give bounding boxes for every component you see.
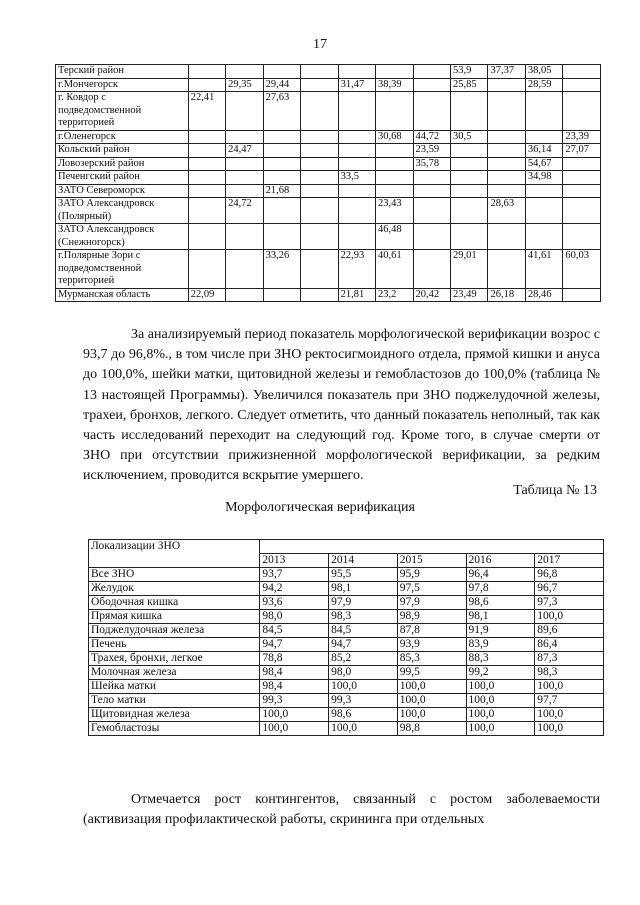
- table-row: [89, 638, 604, 652]
- localization-name: Прямая кишка: [89, 610, 260, 624]
- table-cell: [226, 184, 263, 198]
- table-cell: [338, 184, 375, 198]
- table-cell: 34,98: [525, 171, 562, 185]
- table-cell: 21,81: [338, 288, 375, 302]
- table-cell: 37,37: [488, 65, 525, 79]
- table-cell: [226, 288, 263, 302]
- table-cell: 98,6: [329, 708, 398, 722]
- table-cell: 25,85: [450, 78, 487, 92]
- table-cell: [563, 224, 601, 250]
- table-cell: 23,39: [563, 130, 601, 144]
- table-cell: 21,68: [263, 184, 300, 198]
- table-cell: 27,07: [563, 144, 601, 158]
- localization-name: Молочная железа: [89, 666, 260, 680]
- table-cell: 22,93: [338, 250, 375, 289]
- table-cell: 97,9: [397, 596, 466, 610]
- table-cell: 38,39: [376, 78, 413, 92]
- table-cell: [263, 157, 300, 171]
- table-cell: 97,8: [466, 582, 535, 596]
- header-blank: [260, 540, 604, 554]
- table-cell: 100,0: [466, 694, 535, 708]
- table-cell: 87,8: [397, 624, 466, 638]
- table-cell: 96,4: [466, 568, 535, 582]
- table-cell: [188, 224, 225, 250]
- table-cell: 23,43: [376, 198, 413, 224]
- table-cell: 99,2: [466, 666, 535, 680]
- table-cell: 98,1: [466, 610, 535, 624]
- table-cell: [188, 157, 225, 171]
- table-cell: 53,9: [450, 65, 487, 79]
- table-cell: [413, 184, 450, 198]
- table-cell: 100,0: [397, 694, 466, 708]
- table-cell: 93,9: [397, 638, 466, 652]
- localization-header: Локализации ЗНО: [89, 540, 260, 568]
- table-cell: [263, 288, 300, 302]
- table-cell: 98,4: [260, 666, 329, 680]
- table-cell: 99,3: [260, 694, 329, 708]
- table-cell: 91,9: [466, 624, 535, 638]
- table-cell: 98,8: [397, 722, 466, 736]
- table-cell: 100,0: [329, 722, 398, 736]
- table-cell: 100,0: [329, 680, 398, 694]
- table-cell: 78,8: [260, 652, 329, 666]
- table-cell: 99,3: [329, 694, 398, 708]
- table-cell: 22,41: [188, 92, 225, 131]
- table-cell: [301, 130, 338, 144]
- district-name: Ловозерский район: [56, 157, 189, 171]
- table-cell: 28,46: [525, 288, 562, 302]
- table-cell: 95,5: [329, 568, 398, 582]
- table-cell: [488, 144, 525, 158]
- table-cell: [263, 171, 300, 185]
- table-cell: 94,7: [329, 638, 398, 652]
- table-cell: [413, 198, 450, 224]
- table-cell: 98,3: [329, 610, 398, 624]
- table-cell: [301, 288, 338, 302]
- table-cell: [413, 250, 450, 289]
- table-cell: [188, 184, 225, 198]
- table-cell: 94,2: [260, 582, 329, 596]
- table-cell: 99,5: [397, 666, 466, 680]
- table-cell: 23,49: [450, 288, 487, 302]
- table-cell: 100,0: [466, 722, 535, 736]
- table-cell: [188, 65, 225, 79]
- table-cell: [525, 224, 562, 250]
- table-cell: [301, 144, 338, 158]
- table-cell: [488, 224, 525, 250]
- table-cell: [301, 65, 338, 79]
- table-cell: [488, 184, 525, 198]
- district-table: [55, 64, 601, 302]
- table-cell: [188, 78, 225, 92]
- localization-name: Гемобластозы: [89, 722, 260, 736]
- table-cell: 20,42: [413, 288, 450, 302]
- table-cell: [525, 184, 562, 198]
- table-cell: 98,6: [466, 596, 535, 610]
- table-row: [56, 184, 601, 198]
- table-cell: [263, 198, 300, 224]
- table-cell: 23,2: [376, 288, 413, 302]
- table-cell: [450, 144, 487, 158]
- table-cell: 24,47: [226, 144, 263, 158]
- table-cell: 97,9: [329, 596, 398, 610]
- table-cell: [376, 171, 413, 185]
- table-cell: [413, 171, 450, 185]
- table-cell: 29,01: [450, 250, 487, 289]
- table-cell: [488, 171, 525, 185]
- table-cell: 54,67: [525, 157, 562, 171]
- table-cell: [301, 250, 338, 289]
- district-name: Мурманская область: [56, 288, 189, 302]
- table-cell: 97,3: [535, 596, 604, 610]
- table-cell: [488, 92, 525, 131]
- table-cell: 30,68: [376, 130, 413, 144]
- table-row: [56, 144, 601, 158]
- table-cell: 36,14: [525, 144, 562, 158]
- table-cell: [338, 130, 375, 144]
- table-cell: 60,03: [563, 250, 601, 289]
- table-cell: 98,0: [260, 610, 329, 624]
- district-name: г.Мончегорск: [56, 78, 189, 92]
- table-cell: 22,09: [188, 288, 225, 302]
- table-cell: [563, 184, 601, 198]
- table-row: [89, 624, 604, 638]
- table-cell: [226, 250, 263, 289]
- table-cell: [525, 130, 562, 144]
- table-row: [89, 666, 604, 680]
- table-cell: [301, 198, 338, 224]
- table-cell: [301, 157, 338, 171]
- table-cell: [263, 130, 300, 144]
- table-cell: 87,3: [535, 652, 604, 666]
- table-cell: [413, 78, 450, 92]
- table-cell: 100,0: [535, 722, 604, 736]
- table-cell: [413, 65, 450, 79]
- table-cell: 85,3: [397, 652, 466, 666]
- table-title: Морфологическая верификация: [225, 500, 415, 515]
- table-cell: 100,0: [260, 722, 329, 736]
- table-cell: 33,26: [263, 250, 300, 289]
- table-cell: [301, 224, 338, 250]
- table-cell: 30,5: [450, 130, 487, 144]
- localization-name: Трахея, бронхи, легкое: [89, 652, 260, 666]
- table-number-label: Таблица № 13: [513, 483, 597, 498]
- table-cell: [450, 224, 487, 250]
- localization-name: Щитовидная железа: [89, 708, 260, 722]
- table-cell: [563, 157, 601, 171]
- table-cell: 84,5: [329, 624, 398, 638]
- table-row: [56, 157, 601, 171]
- table-cell: [488, 157, 525, 171]
- table-row: [56, 250, 601, 289]
- page-number: 17: [313, 37, 327, 52]
- table-cell: 100,0: [535, 708, 604, 722]
- table-cell: 97,5: [397, 582, 466, 596]
- table-cell: 100,0: [260, 708, 329, 722]
- table-cell: 98,3: [535, 666, 604, 680]
- table-cell: 41,61: [525, 250, 562, 289]
- table-cell: 98,4: [260, 680, 329, 694]
- table-cell: 98,0: [329, 666, 398, 680]
- table-cell: 83,9: [466, 638, 535, 652]
- district-name: ЗАТО Александровск (Полярный): [56, 198, 189, 224]
- table-cell: [563, 65, 601, 79]
- table-cell: 38,05: [525, 65, 562, 79]
- table-cell: [450, 184, 487, 198]
- table-row: [56, 224, 601, 250]
- table-cell: [525, 92, 562, 131]
- table-cell: [338, 224, 375, 250]
- table-cell: 33,5: [338, 171, 375, 185]
- district-name: Печенгский район: [56, 171, 189, 185]
- district-name: г.Оленегорск: [56, 130, 189, 144]
- table-cell: [338, 198, 375, 224]
- year-header: 2017: [535, 554, 604, 568]
- table-cell: 29,35: [226, 78, 263, 92]
- table-cell: [226, 224, 263, 250]
- table-row: [56, 198, 601, 224]
- year-header: 2013: [260, 554, 329, 568]
- table-cell: 28,59: [525, 78, 562, 92]
- table-cell: [188, 144, 225, 158]
- district-name: Терский район: [56, 65, 189, 79]
- table-cell: [301, 78, 338, 92]
- district-name: ЗАТО Александровск (Снежногорск): [56, 224, 189, 250]
- year-header: 2016: [466, 554, 535, 568]
- year-header: 2015: [397, 554, 466, 568]
- table-cell: 31,47: [338, 78, 375, 92]
- table-cell: 100,0: [535, 680, 604, 694]
- table-cell: [563, 288, 601, 302]
- table-row: [89, 680, 604, 694]
- table-cell: [488, 78, 525, 92]
- table-cell: 88,3: [466, 652, 535, 666]
- district-name: Кольский район: [56, 144, 189, 158]
- localization-name: Печень: [89, 638, 260, 652]
- table-cell: 35,78: [413, 157, 450, 171]
- district-name: ЗАТО Североморск: [56, 184, 189, 198]
- table-cell: 93,7: [260, 568, 329, 582]
- table-cell: [263, 144, 300, 158]
- table-cell: [338, 92, 375, 131]
- table-cell: [226, 130, 263, 144]
- table-cell: [226, 65, 263, 79]
- table-cell: [488, 250, 525, 289]
- table-row: [56, 130, 601, 144]
- table-row: [89, 596, 604, 610]
- district-name: г. Ковдор с подведомственной территорией: [56, 92, 189, 131]
- table-cell: [301, 171, 338, 185]
- table-cell: [376, 65, 413, 79]
- table-cell: [226, 157, 263, 171]
- morphological-verification-table: [88, 539, 604, 736]
- table-cell: 96,8: [535, 568, 604, 582]
- table-cell: [413, 224, 450, 250]
- table-cell: [376, 157, 413, 171]
- header-row: [89, 540, 604, 554]
- table-row: [89, 582, 604, 596]
- table-cell: 86,4: [535, 638, 604, 652]
- table-cell: 27,63: [263, 92, 300, 131]
- table-cell: [525, 198, 562, 224]
- table-cell: 46,48: [376, 224, 413, 250]
- table-cell: 93,6: [260, 596, 329, 610]
- table-cell: [188, 171, 225, 185]
- table-cell: 89,6: [535, 624, 604, 638]
- table-cell: 95,9: [397, 568, 466, 582]
- localization-name: Все ЗНО: [89, 568, 260, 582]
- table-cell: [263, 224, 300, 250]
- table-cell: [263, 65, 300, 79]
- table-cell: [226, 171, 263, 185]
- localization-name: Шейка матки: [89, 680, 260, 694]
- table-cell: 29,44: [263, 78, 300, 92]
- table-cell: 97,7: [535, 694, 604, 708]
- localization-name: Поджелудочная железа: [89, 624, 260, 638]
- table-cell: [376, 144, 413, 158]
- table-cell: 85,2: [329, 652, 398, 666]
- table-cell: 24,72: [226, 198, 263, 224]
- table-cell: 100,0: [466, 680, 535, 694]
- table-cell: 26,18: [488, 288, 525, 302]
- table-cell: [563, 198, 601, 224]
- table-cell: 84,5: [260, 624, 329, 638]
- localization-name: Ободочная кишка: [89, 596, 260, 610]
- table-cell: [376, 184, 413, 198]
- table-cell: 44,72: [413, 130, 450, 144]
- table-row: [56, 171, 601, 185]
- contingents-paragraph: Отмечается рост контингентов, связанный с ростом заболеваемости (активизация профилактической работы, скрининга при отдельных: [83, 792, 600, 828]
- table-cell: [188, 250, 225, 289]
- table-cell: 28,63: [488, 198, 525, 224]
- table-row: [89, 568, 604, 582]
- table-cell: 100,0: [535, 610, 604, 624]
- table-cell: 96,7: [535, 582, 604, 596]
- table-cell: 98,9: [397, 610, 466, 624]
- table-row: [56, 92, 601, 131]
- table-cell: [338, 157, 375, 171]
- table-cell: [563, 171, 601, 185]
- table-cell: [450, 92, 487, 131]
- table-row: [89, 708, 604, 722]
- table-cell: [563, 78, 601, 92]
- table-cell: [301, 184, 338, 198]
- table-cell: 100,0: [397, 680, 466, 694]
- table-cell: [188, 198, 225, 224]
- localization-name: Желудок: [89, 582, 260, 596]
- table-cell: [488, 130, 525, 144]
- table-cell: 100,0: [466, 708, 535, 722]
- localization-name: Тело матки: [89, 694, 260, 708]
- table-cell: 98,1: [329, 582, 398, 596]
- table-row: [89, 652, 604, 666]
- verification-paragraph: За анализируемый период показатель морфологической верификации возрос с 93,7 до 96,8%., в том числе при ЗНО ректосигмоидного отдела, прямой кишки и ануса до 100,0%, шейки матки, щитовидной железы и гемобластозов до 100,0% (таблица № 13 настоящей Программы). Увеличился показатель при ЗНО поджелудочной железы, трахеи, бронхов, легкого. Следует отметить, что данный показатель неполный, так как часть исследований переходит на следующий год. Кроме того, в случае смерти от ЗНО при отсутствии прижизненной морфологической верификации, за редким исключением, проводится вскрытие умершего.: [83, 327, 600, 484]
- table-row: [89, 694, 604, 708]
- table-row: [56, 65, 601, 79]
- table-row: [56, 78, 601, 92]
- table-cell: [376, 92, 413, 131]
- table-cell: 94,7: [260, 638, 329, 652]
- table-row: [89, 610, 604, 624]
- table-cell: [450, 198, 487, 224]
- table-cell: 100,0: [397, 708, 466, 722]
- table-cell: [301, 92, 338, 131]
- table-cell: [413, 92, 450, 131]
- table-cell: 40,61: [376, 250, 413, 289]
- table-cell: [338, 65, 375, 79]
- table-cell: [188, 130, 225, 144]
- district-name: г.Полярные Зори с подведомственной территорией: [56, 250, 189, 289]
- table-cell: [450, 171, 487, 185]
- table-cell: [563, 92, 601, 131]
- table-cell: [338, 144, 375, 158]
- table-cell: [450, 157, 487, 171]
- table-row: [89, 722, 604, 736]
- table-row: [56, 288, 601, 302]
- table-cell: 23,59: [413, 144, 450, 158]
- year-header: 2014: [329, 554, 398, 568]
- table-cell: [226, 92, 263, 131]
